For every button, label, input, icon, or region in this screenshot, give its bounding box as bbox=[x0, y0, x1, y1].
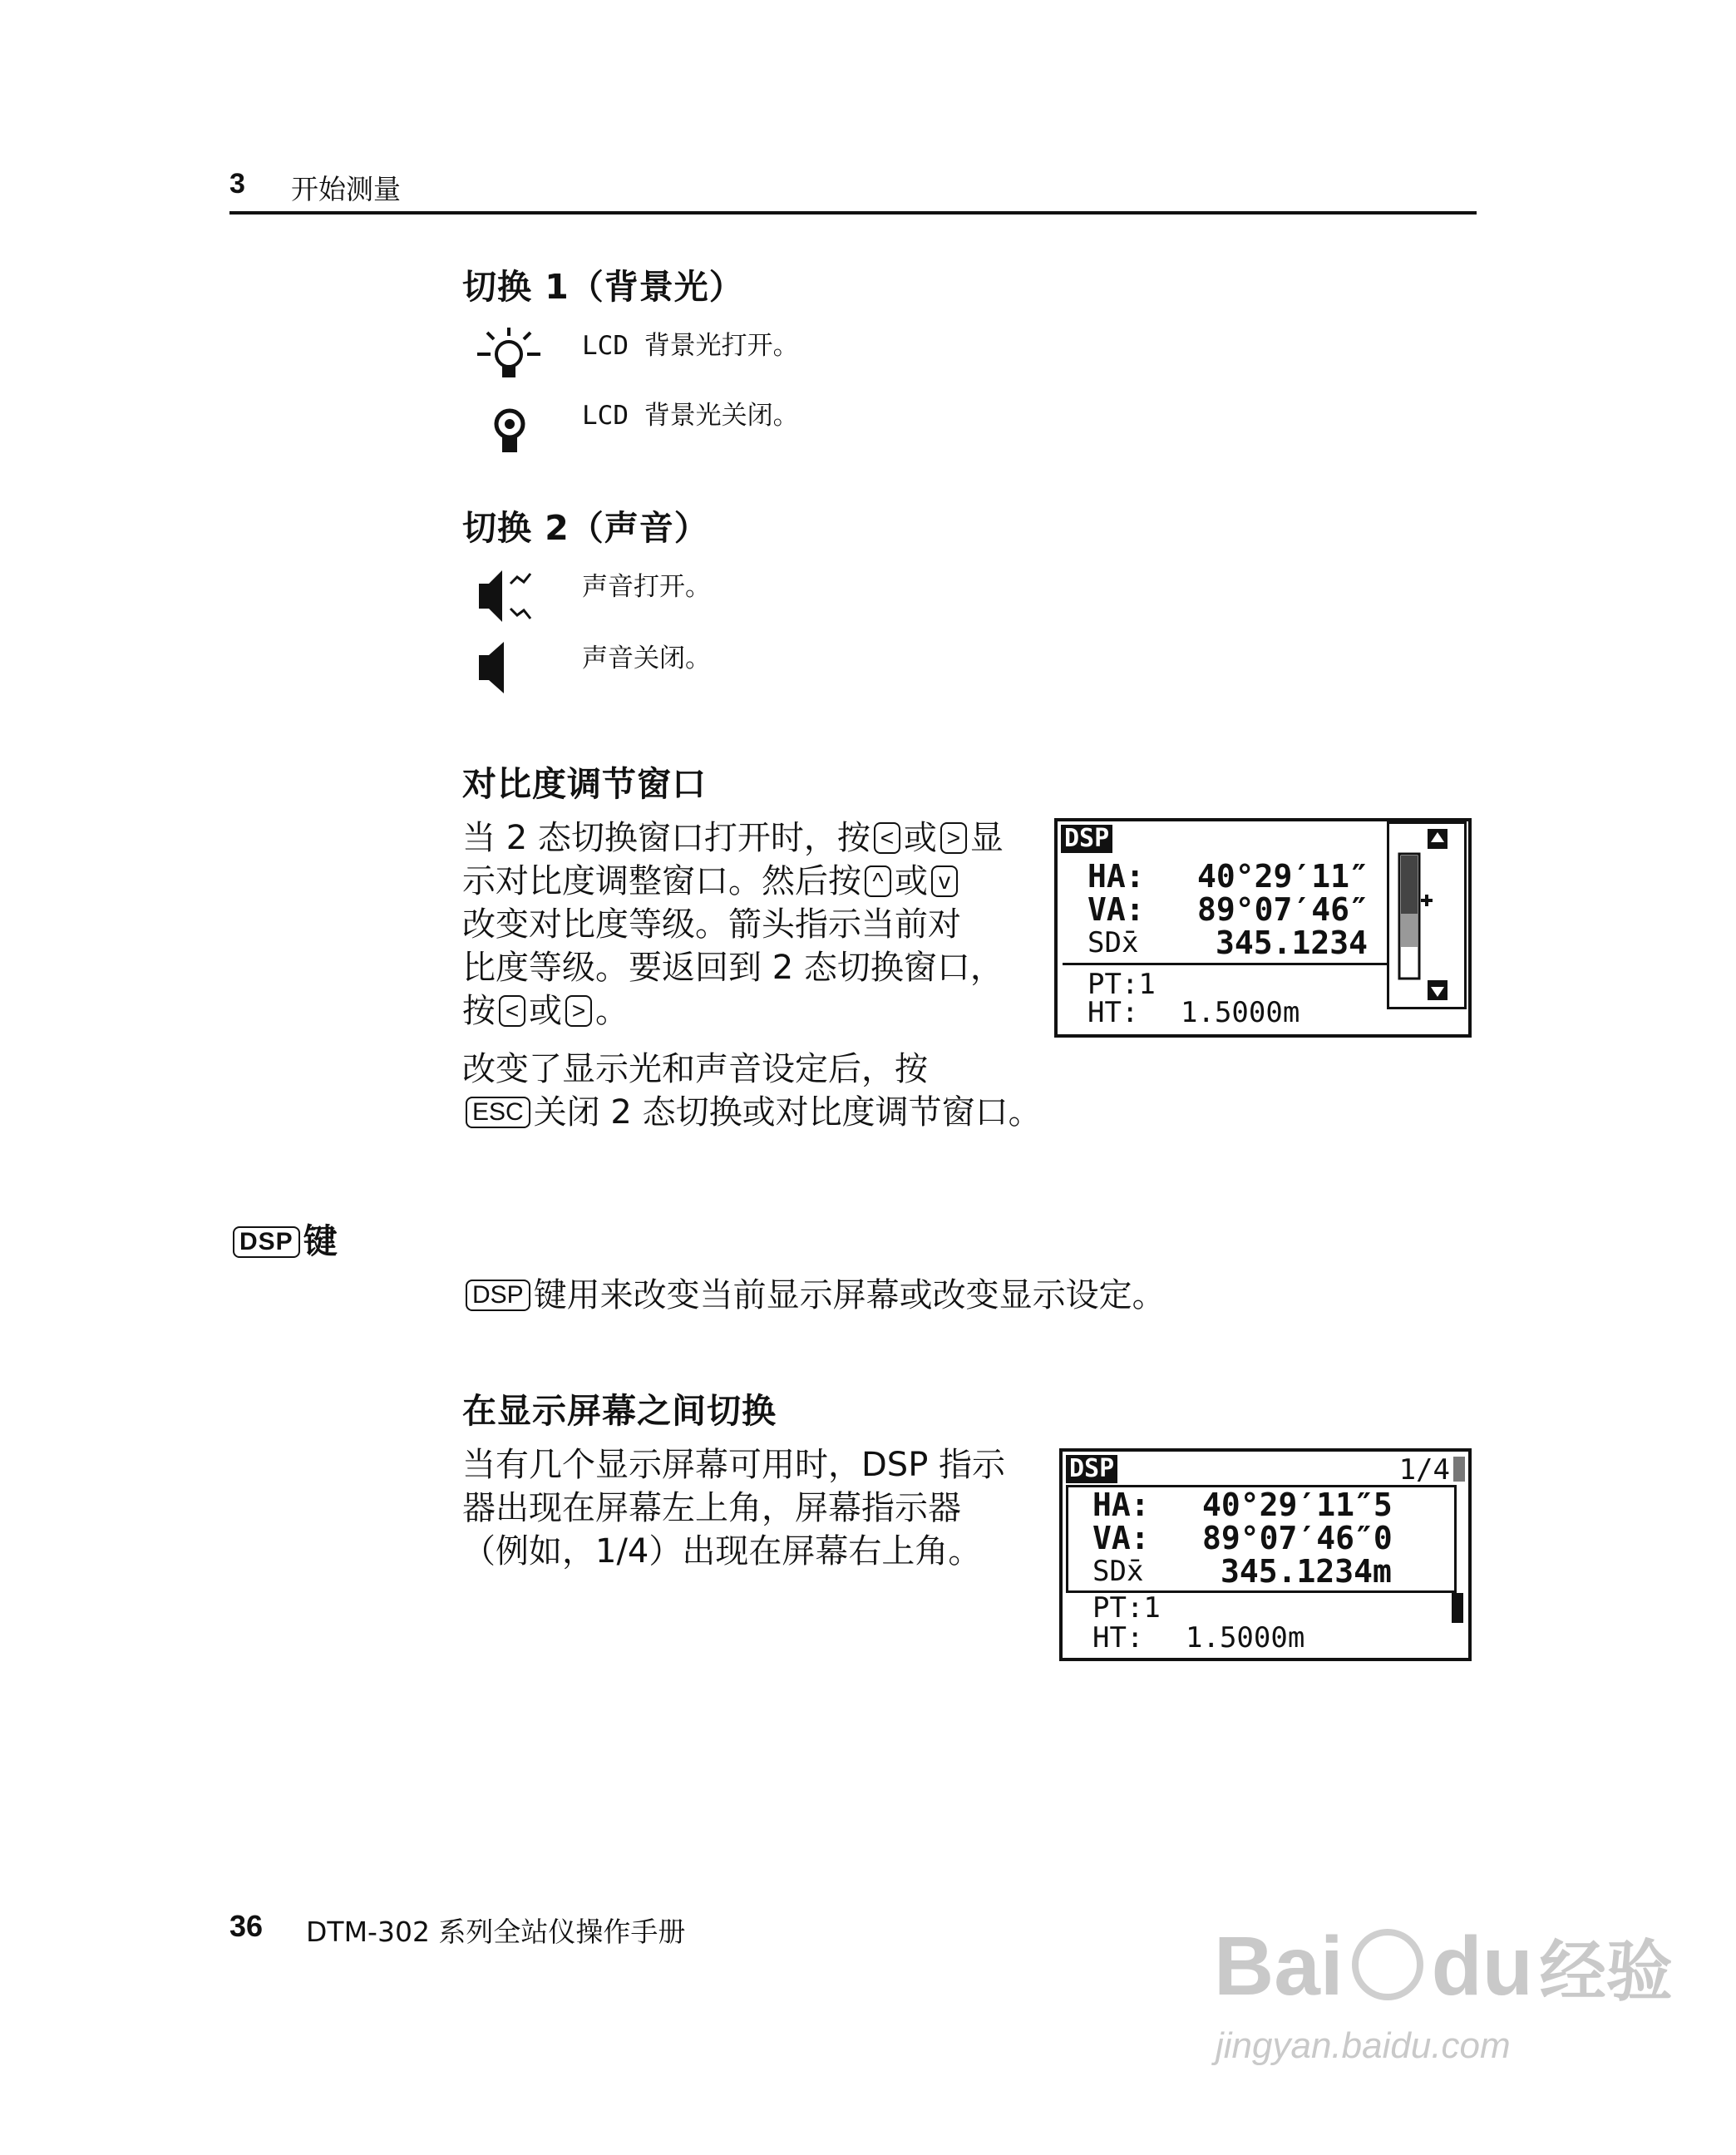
cursor-block bbox=[1452, 1593, 1463, 1623]
text: 示对比度调整窗口。然后按 bbox=[462, 862, 861, 900]
text: 经验 bbox=[1539, 1935, 1673, 2009]
contrast-heading: 对比度调节窗口 bbox=[462, 764, 707, 804]
text: 关闭 2 态切换或对比度调节窗口。 bbox=[533, 1093, 1042, 1132]
sd-label: SDx̄ bbox=[1087, 926, 1139, 959]
text: 键用来改变当前显示屏幕或改变显示设定。 bbox=[533, 1276, 1166, 1314]
dsp-key-description bbox=[462, 1274, 1166, 1317]
contrast-close-paragraph bbox=[462, 1048, 1042, 1134]
left-key: < bbox=[499, 995, 525, 1027]
backlight-off-text: LCD 背景光关闭。 bbox=[582, 401, 799, 431]
sd-value: 345.1234m bbox=[1221, 1553, 1392, 1590]
dsp-key-heading bbox=[229, 1214, 338, 1263]
baidu-watermark bbox=[1214, 1921, 1673, 2018]
text: du bbox=[1431, 1920, 1533, 2013]
dsp-key: DSP bbox=[233, 1226, 300, 1258]
text: 改变了显示光和声音设定后，按 bbox=[462, 1050, 928, 1088]
text: Bai bbox=[1214, 1920, 1344, 2013]
sound-on-icon bbox=[477, 565, 540, 630]
backlight-off-icon bbox=[491, 406, 529, 459]
sound-on-text: 声音打开。 bbox=[582, 572, 711, 602]
text: 或 bbox=[895, 862, 928, 900]
text: 改变对比度等级。箭头指示当前对 bbox=[462, 905, 961, 944]
switch2-heading: 切换 2（声音） bbox=[462, 508, 709, 548]
lcd-divider bbox=[1063, 963, 1387, 965]
switch1-heading: 切换 1（背景光） bbox=[462, 267, 744, 307]
switch-screens-heading: 在显示屏幕之间切换 bbox=[462, 1391, 777, 1431]
up-key: ^ bbox=[865, 865, 891, 897]
watermark-url: jingyan.baidu.com bbox=[1216, 2025, 1511, 2066]
ha-label: HA: bbox=[1087, 858, 1145, 895]
contrast-paragraph bbox=[462, 816, 1004, 1033]
ht-value: 1.5000m bbox=[1186, 1621, 1305, 1654]
dsp-indicator: DSP bbox=[1061, 825, 1112, 853]
right-key: > bbox=[940, 822, 967, 854]
right-key: > bbox=[565, 995, 592, 1027]
contrast-lcd-screen bbox=[1054, 818, 1472, 1038]
dsp-lcd-screen bbox=[1059, 1448, 1472, 1661]
backlight-on-icon bbox=[474, 326, 544, 387]
va-value: 89°07′46″ bbox=[1197, 891, 1369, 928]
page-indicator: 1/4 bbox=[1398, 1453, 1450, 1487]
ha-value: 40°29′11″5 bbox=[1202, 1487, 1393, 1523]
va-label: VA: bbox=[1092, 1520, 1150, 1556]
page-scroll-icon bbox=[1453, 1457, 1465, 1482]
paw-icon bbox=[1352, 1929, 1423, 2000]
ha-value: 40°29′11″ bbox=[1197, 858, 1369, 895]
left-key: < bbox=[874, 822, 900, 854]
dsp-indicator: DSP bbox=[1066, 1455, 1117, 1483]
text: 器出现在屏幕左上角，屏幕指示器 bbox=[462, 1489, 961, 1527]
text: （例如，1/4）出现在屏幕右上角。 bbox=[462, 1532, 982, 1571]
header-rule bbox=[229, 211, 1477, 215]
dsp-key: DSP bbox=[466, 1280, 530, 1311]
text: 当 2 态切换窗口打开时，按 bbox=[462, 819, 870, 857]
chapter-number: 3 bbox=[229, 168, 245, 200]
text: 当有几个显示屏幕可用时，DSP 指示 bbox=[462, 1446, 1006, 1484]
text: 或 bbox=[529, 992, 562, 1030]
manual-title: DTM-302 系列全站仪操作手册 bbox=[306, 1916, 686, 1948]
ht-value: 1.5000m bbox=[1181, 996, 1300, 1029]
sd-value: 345.1234 bbox=[1216, 925, 1369, 961]
sound-off-text: 声音关闭。 bbox=[582, 644, 711, 673]
sound-off-icon bbox=[477, 640, 510, 698]
text: 。 bbox=[595, 992, 629, 1030]
va-label: VA: bbox=[1087, 891, 1145, 928]
pt-value: PT:1 bbox=[1092, 1591, 1161, 1625]
text: 键 bbox=[303, 1221, 338, 1261]
sd-label: SDx̄ bbox=[1092, 1555, 1144, 1588]
text: 或 bbox=[903, 819, 937, 857]
down-key: v bbox=[931, 865, 958, 897]
pt-value: PT:1 bbox=[1087, 968, 1156, 1001]
va-value: 89°07′46″0 bbox=[1202, 1520, 1393, 1556]
chapter-title: 开始测量 bbox=[291, 173, 401, 205]
page-number: 36 bbox=[229, 1909, 264, 1943]
switch-screens-paragraph bbox=[462, 1443, 1005, 1573]
ht-label: HT: bbox=[1087, 996, 1139, 1029]
ht-label: HT: bbox=[1092, 1621, 1144, 1654]
esc-key: ESC bbox=[466, 1097, 530, 1128]
backlight-on-text: LCD 背景光打开。 bbox=[582, 331, 799, 361]
contrast-adjust-window bbox=[1387, 821, 1467, 1009]
text: 比度等级。要返回到 2 态切换窗口， bbox=[462, 949, 1004, 987]
text: 按 bbox=[462, 992, 496, 1030]
text: 显 bbox=[969, 819, 1004, 857]
ha-label: HA: bbox=[1092, 1487, 1150, 1523]
